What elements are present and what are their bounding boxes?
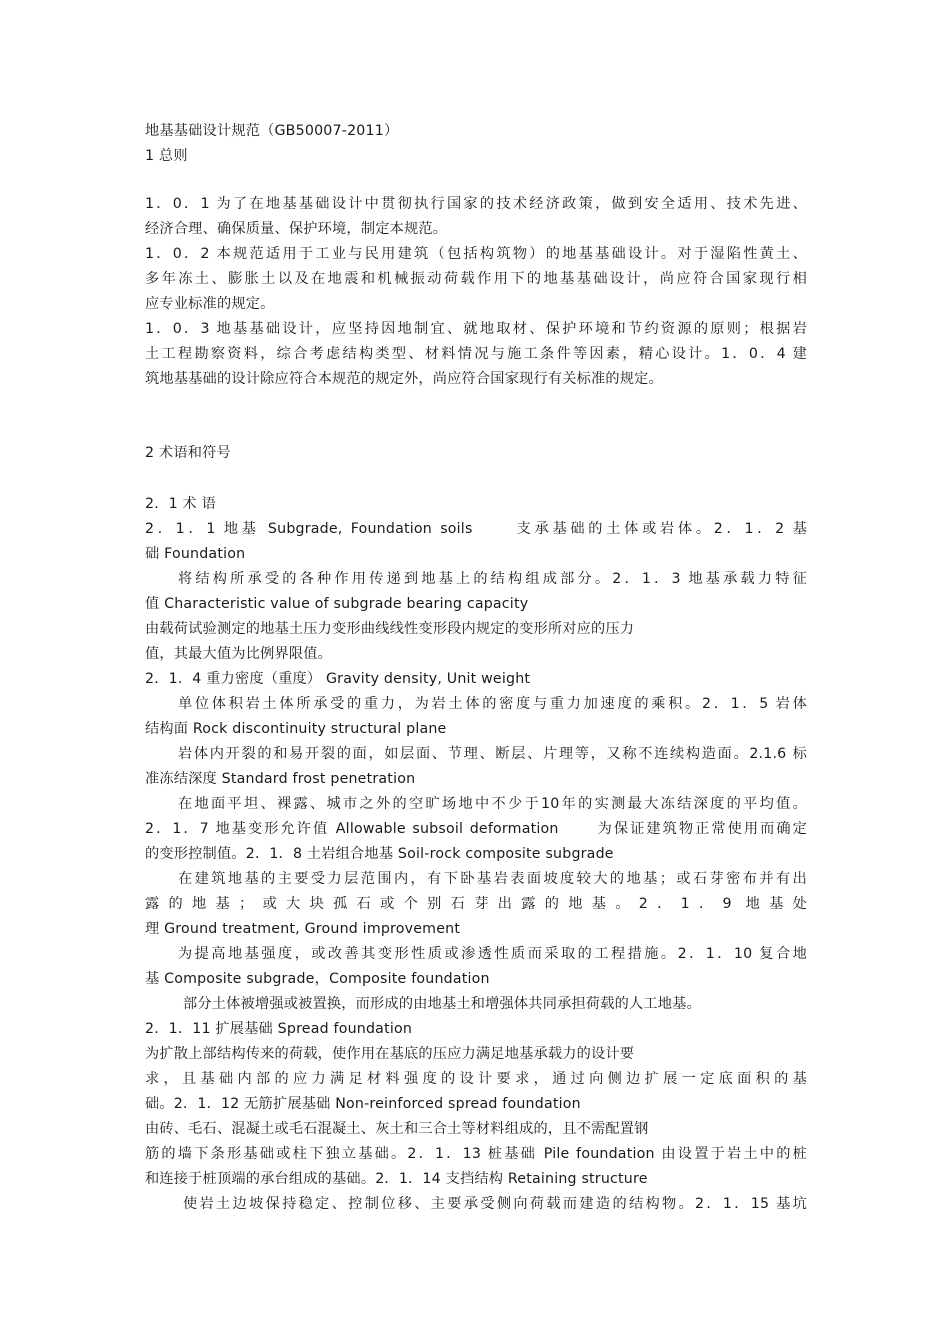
text-line: 单位体积岩土体所承受的重力，为岩土体的密度与重力加速度的乘积。2．1．5 岩体	[178, 696, 807, 712]
text-line: 在地面平坦、裸露、城市之外的空旷场地中不少于10年的实测最大冻结深度的平均值。	[178, 796, 807, 812]
text-line: 础。2．1．12 无筋扩展基础 Non-reinforced spread foundation	[145, 1096, 581, 1112]
text-line: 1．0．3 地基基础设计，应坚持因地制宜、就地取材、保护环境和节约资源的原则；根据岩	[145, 321, 807, 337]
text-line: 为提高地基强度，或改善其变形性质或渗透性质而采取的工程措施。2．1．10 复合地	[178, 946, 807, 962]
text-line: 和连接于桩顶端的承台组成的基础。2．1．14 支挡结构 Retaining structure	[145, 1171, 648, 1187]
text-line: 2．1．4 重力密度（重度） Gravity density, Unit weight	[145, 671, 531, 687]
text-line: 值，其最大值为比例界限值。	[145, 646, 333, 662]
text-line: 土工程勘察资料，综合考虑结构类型、材料情况与施工条件等因素，精心设计。1．0．4 建	[145, 346, 807, 362]
text-line: 求，且基础内部的应力满足材料强度的设计要求，通过向侧边扩展一定底面积的基	[145, 1071, 807, 1087]
section-heading: 2．1 术 语	[145, 496, 217, 512]
text-line: 基 Composite subgrade，Composite foundation	[145, 971, 490, 987]
text-line: 经济合理、确保质量、保护环境，制定本规范。	[145, 221, 448, 237]
text-line: 筑地基基础的设计除应符合本规范的规定外，尚应符合国家现行有关标准的规定。	[145, 371, 663, 387]
text-line: 值 Characteristic value of subgrade bearing capacity	[145, 596, 529, 612]
text-line: 使岩土边坡保持稳定、控制位移、主要承受侧向荷载而建造的结构物。2．1．15 基坑	[183, 1196, 807, 1212]
text-line: 多年冻土、膨胀土以及在地震和机械振动荷载作用下的地基基础设计，尚应符合国家现行相	[145, 271, 807, 287]
chapter-1-heading: 1 总则	[145, 148, 188, 164]
text-line: 结构面 Rock discontinuity structural plane	[145, 721, 447, 737]
text-line: 的变形控制值。2．1．8 土岩组合地基 Soil-rock composite subgrade	[145, 846, 614, 862]
text-line: 2．1．7 地基变形允许值 Allowable subsoil deformation 为保证建筑物正常使用而确定	[145, 821, 807, 837]
text-line: 1．0．1 为了在地基基础设计中贯彻执行国家的技术经济政策，做到安全适用、技术先进、	[145, 196, 807, 212]
text-line: 将结构所承受的各种作用传递到地基上的结构组成部分。2．1．3 地基承载力特征	[178, 571, 807, 587]
text-line: 由载荷试验测定的地基土压力变形曲线线性变形段内规定的变形所对应的压力	[145, 621, 635, 637]
text-line: 由砖、毛石、混凝土或毛石混凝土、灰土和三合土等材料组成的，且不需配置钢	[145, 1121, 649, 1137]
text-line: 在建筑地基的主要受力层范围内，有下卧基岩表面坡度较大的地基；或石芽密布并有出	[178, 871, 807, 887]
text-line: 1．0．2 本规范适用于工业与民用建筑（包括构筑物）的地基基础设计。对于湿陷性黄土、	[145, 246, 807, 262]
text-line: 为扩散上部结构传来的荷载，使作用在基底的压应力满足地基承载力的设计要	[145, 1046, 635, 1062]
text-line: 准冻结深度 Standard frost penetration	[145, 771, 416, 787]
chapter-2-heading: 2 术语和符号	[145, 445, 231, 461]
text-line: 应专业标准的规定。	[145, 296, 275, 312]
text-line: 露的地基；或大块孤石或个别石芽出露的地基。2．1．9 地基处	[145, 896, 807, 912]
document-title: 地基基础设计规范（GB50007-2011）	[145, 123, 399, 139]
text-line: 部分土体被增强或被置换，而形成的由地基土和增强体共同承担荷载的人工地基。	[183, 996, 701, 1012]
text-line: 岩体内开裂的和易开裂的面，如层面、节理、断层、片理等，又称不连续构造面。2.1.6 标	[178, 746, 807, 762]
text-line: 2．1．1 地基 Subgrade, Foundation soils 支承基础的土体或岩体。2．1．2 基	[145, 521, 807, 537]
text-line: 筋的墙下条形基础或柱下独立基础。2．1．13 桩基础 Pile foundation 由设置于岩土中的桩	[145, 1146, 807, 1162]
text-line: 础 Foundation	[145, 546, 246, 562]
text-line: 2．1．11 扩展基础 Spread foundation	[145, 1021, 413, 1037]
text-line: 理 Ground treatment, Ground improvement	[145, 921, 461, 937]
